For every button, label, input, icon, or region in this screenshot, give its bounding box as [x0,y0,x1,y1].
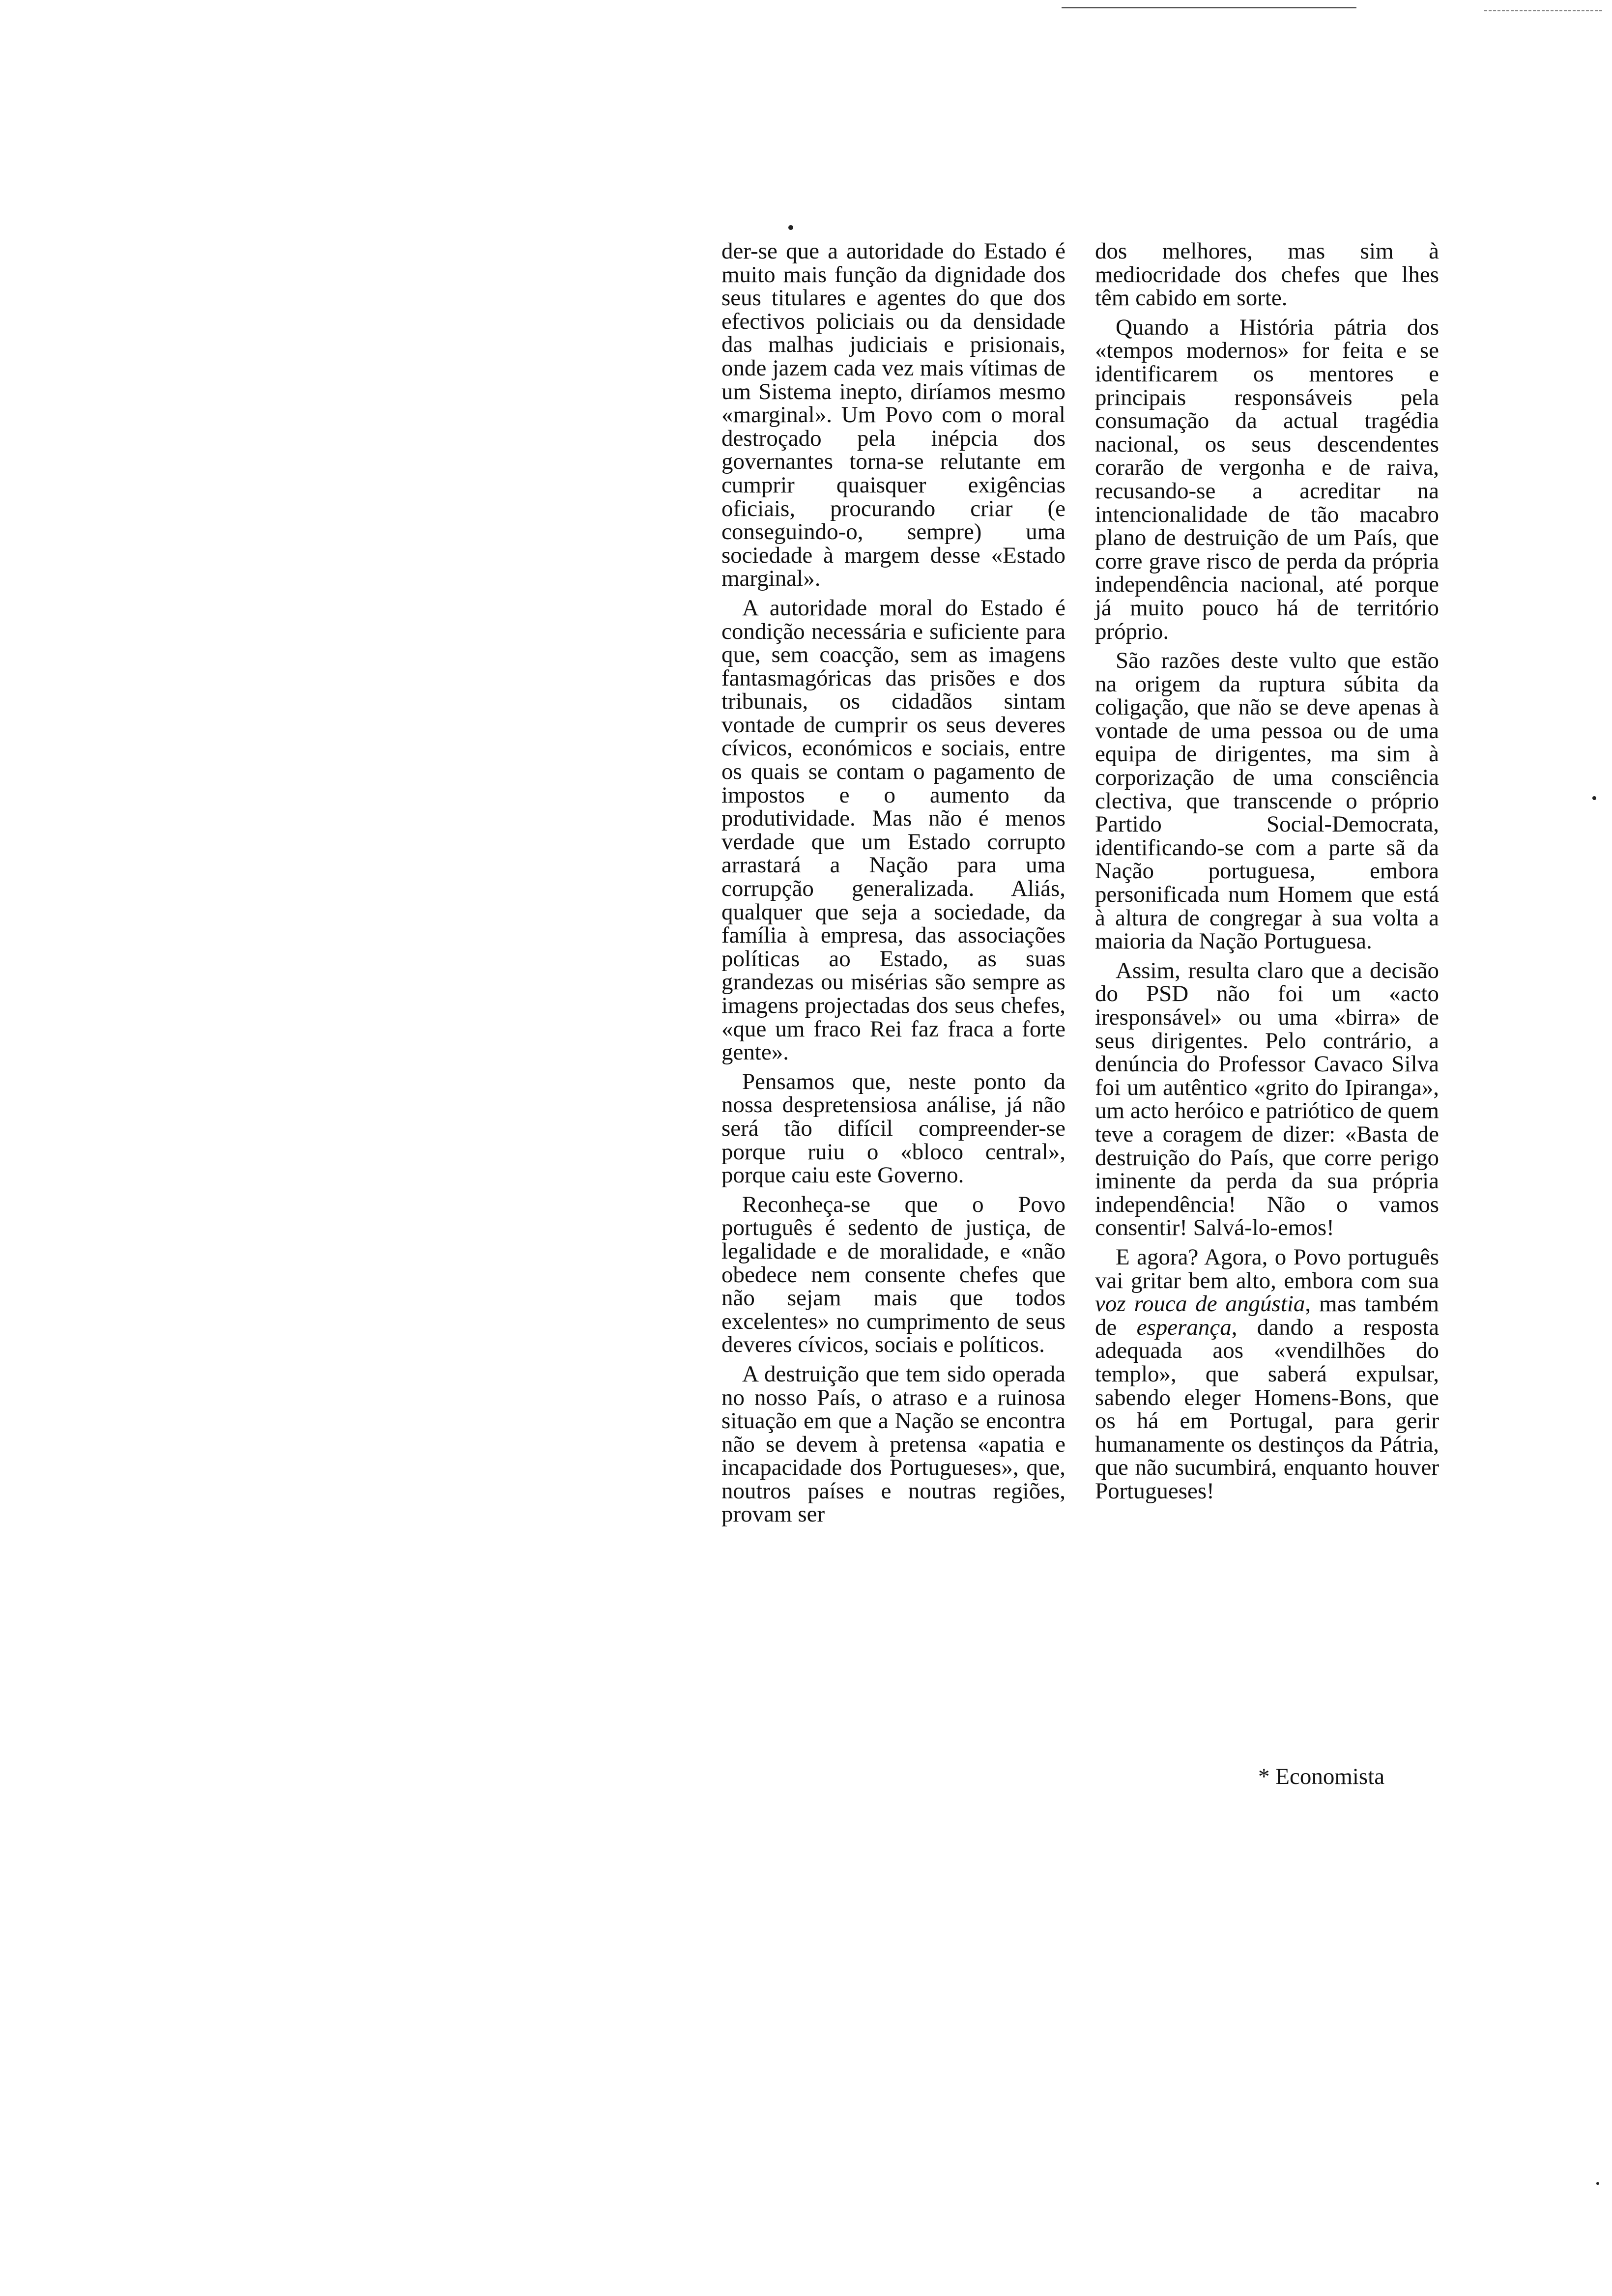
top-rule [1062,7,1356,8]
right-paragraph-5-italic-1: voz rouca de angústia [1095,1291,1305,1317]
print-speck [788,225,793,230]
right-paragraph-5-part-1: E agora? Agora, o Povo português vai gritar bem alto, embora com sua [1095,1244,1439,1293]
right-paragraph-2: Quando a História pátria dos «tempos modernos» for feita e se identificarem os mentores e principais responsáveis pela consumação da actual tragédia nacional, os seus descendentes corarão de vergonha e de raiva, recusando-se a acreditar na intencionalidade de tão macabro plano de destruição de um País, que corre grave risco de perda da própria independência nacional, até porque já muito pouco há de território próprio. [1095,314,1439,644]
right-paragraph-4: Assim, resulta claro que a decisão do PSD não foi um «acto iresponsável» ou uma «birra» de seus dirigentes. Pelo contrário, a denúncia do Professor Cavaco Silva foi um autêntico «grito do Ipiranga», um acto heróico e patriótico de quem teve a coragem de dizer: «Basta de destruição do País, que corre perigo iminente da perda da sua própria independência! Não o vamos consentir! Salvá-lo-emos! [1095,957,1439,1241]
print-speck [1596,2182,1599,2185]
left-paragraph-1: der-se que a autoridade do Estado é muito mais função da dignidade dos seus titulares e agentes do que dos efectivos policiais ou da densidade das malhas judiciais e prisionais, onde jazem cada vez mais vítimas de um Sistema inepto, diríamos mesmo «marginal». Um Povo com o moral destroçado pela inépcia dos governantes torna-se relutante em cumprir quaisquer exigências oficiais, procurando criar (e conseguindo-o, sempre) uma sociedade à margem desse «Estado marginal». [721,238,1065,592]
right-paragraph-3: São razões deste vulto que estão na origem da ruptura súbita da coligação, que não se deve apenas à vontade de uma pessoa ou de uma equipa de dirigentes, ma sim à corporização de uma consciência clectiva, que transcende o próprio Partido Social-Democrata, identificando-se com a parte sã da Nação portuguesa, embora personificada num Homem que está à altura de congregar à sua volta a maioria da Nação Portuguesa. [1095,648,1439,954]
left-paragraph-4: Reconheça-se que o Povo português é sedento de justiça, de legalidade e de moralidade, e «não obedece nem consente chefes que não sejam mais que todos excelentes» no cumprimento de seus deveres cívicos, sociais e políticos. [721,1191,1065,1358]
top-dash [1484,10,1602,11]
left-paragraph-5: A destruição que tem sido operada no nosso País, o atraso e a ruinosa situação em que a Nação se encontra não se devem à pretensa «apatia e incapacidade dos Portugueses», que, noutros países e noutras regiões, provam ser [721,1361,1065,1527]
right-paragraph-5-part-3: , dando a resposta adequada aos «vendilhões do templo», que saberá expulsar, sabendo eleger Homens-Bons, que os há em Portugal, para gerir humanamente os destinços da Pátria, que não sucumbirá, enquanto houver Portugueses! [1095,1314,1439,1504]
left-paragraph-3: Pensamos que, neste ponto da nossa despretensiosa análise, já não será tão difícil compreender-se porque ruiu o «bloco central», porque caiu este Governo. [721,1068,1065,1188]
author-note: * Economista [1258,1764,1385,1789]
print-speck [1592,796,1596,800]
left-paragraph-2: A autoridade moral do Estado é condição necessária e suficiente para que, sem coacção, sem as imagens fantasmagóricas das prisões e dos tribunais, os cidadãos sintam vontade de cumprir os seus deveres cívicos, económicos e sociais, entre os quais se contam o pagamento de impostos e o aumento da produtividade. Mas não é menos verdade que um Estado corrupto arrastará a Nação para uma corrupção generalizada. Aliás, qualquer que seja a sociedade, da família à empresa, das associações políticas ao Estado, as suas grandezas ou misérias são sempre as imagens projectadas dos seus chefes, «que um fraco Rei faz fraca a forte gente». [721,595,1065,1065]
right-paragraph-1: dos melhores, mas sim à mediocridade dos chefes que lhes têm cabido em sorte. [1095,238,1439,311]
right-paragraph-5-italic-2: esperança [1136,1314,1232,1340]
right-paragraph-5-part-2: , mas também de [1095,1291,1439,1340]
right-column [1095,240,1439,1509]
right-paragraph-5 [1095,1246,1439,1503]
left-column [721,240,1065,1532]
